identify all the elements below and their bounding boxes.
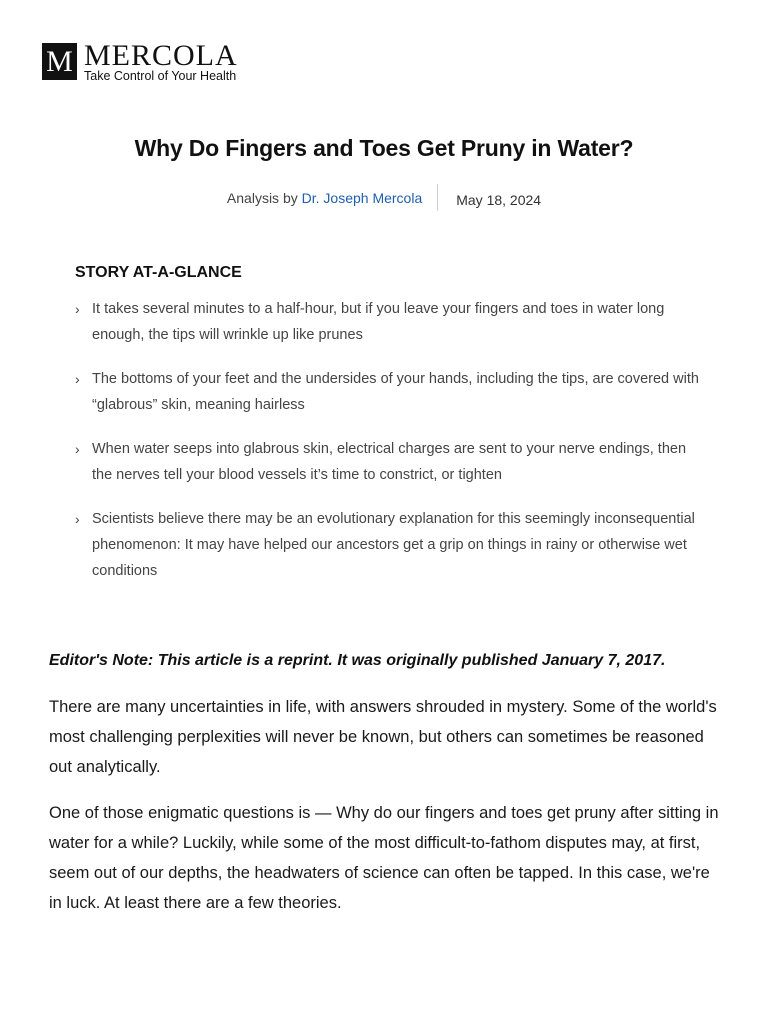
body-paragraph: There are many uncertainties in life, with answers shrouded in mystery. Some of the world's most challenging perplexities will never be known, but others can sometimes be reasoned out analytically. [49, 698, 717, 776]
glance-item-text: It takes several minutes to a half-hour, but if you leave your fingers and toes in water long enough, the tips will wrinkle up like prunes [92, 301, 665, 343]
logo-mark: M [42, 43, 77, 80]
article-title: Why Do Fingers and Toes Get Pruny in Water? [134, 135, 634, 161]
chevron-right-icon: › [75, 441, 80, 457]
publish-date: May 18, 2024 [456, 191, 542, 208]
chevron-right-icon: › [75, 301, 80, 317]
article-body [49, 648, 719, 934]
byline-author-block [227, 190, 437, 206]
logo-wordmark [84, 39, 238, 83]
chevron-right-icon: › [75, 511, 80, 527]
byline-prefix: Analysis by [226, 189, 298, 206]
logo-name: MERCOLA [84, 39, 238, 72]
glance-item-text: Scientists believe there may be an evolutionary explanation for this seemingly inconsequential phenomenon: It may have helped our ancestors get a grip on things in rainy or otherwise wet conditions [92, 511, 695, 579]
glance-item [75, 436, 705, 488]
glance-item [75, 366, 705, 418]
glance-item [75, 506, 705, 584]
glance-list [75, 296, 705, 584]
glance-item [75, 296, 705, 348]
glance-heading: STORY AT-A-GLANCE [75, 264, 242, 281]
story-at-a-glance [75, 264, 705, 602]
glance-item-text: When water seeps into glabrous skin, electrical charges are sent to your nerve endings, then the nerves tell your blood vessels it’s time to constrict, or tighten [92, 441, 687, 483]
author-link[interactable]: Dr. Joseph Mercola [301, 189, 423, 206]
byline [0, 184, 768, 211]
body-paragraph: One of those enigmatic questions is — Why do our fingers and toes get pruny after sitting in water for a while? Luckily, while some of the most difficult-to-fathom disputes may, at first, seem out of our depths, the headwaters of science can often be tapped. In this case, we're in luck. At least there are a few theories. [49, 804, 719, 912]
glance-item-text: The bottoms of your feet and the undersides of your hands, including the tips, are covered with “glabrous” skin, meaning hairless [92, 371, 699, 413]
chevron-right-icon: › [75, 371, 80, 387]
site-logo[interactable] [42, 39, 238, 83]
editor-note: Editor's Note: This article is a reprint. It was originally published January 7, 2017. [49, 652, 666, 669]
logo-tagline: Take Control of Your Health [84, 69, 237, 83]
